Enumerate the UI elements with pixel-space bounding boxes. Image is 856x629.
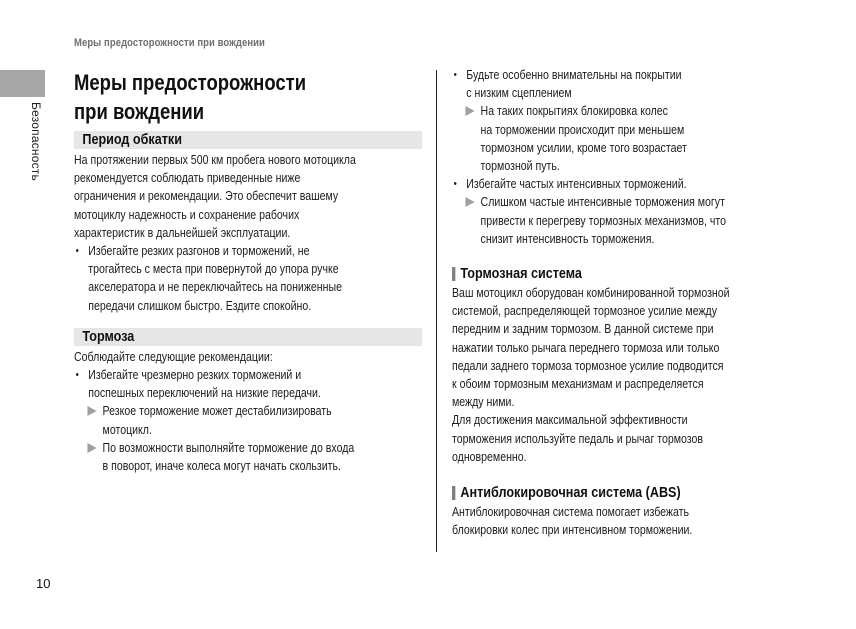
brakes-sub-item: Резкое торможение может дестабилизировать мотоцикл. — [74, 402, 424, 438]
brakes-sub-item: По возможности выполняйте торможение до входа в поворот, иначе колеса могут начать скользить. — [74, 439, 424, 475]
frequent-braking-sub-item: Слишком частые интенсивные торможения могут привести к перегреву тормозных механизмов, что снизит интенсивность торможения. — [452, 193, 797, 248]
bullet-icon: • — [75, 369, 79, 382]
arrow-right-icon — [87, 443, 96, 453]
section-tab-label: Безопасность — [29, 102, 43, 181]
break-in-bullet: • Избегайте резких разгонов и торможений, не трогайтесь с места при повернутой до упора ручке акселератора и не переключайтесь на пониженные передачи слишком быстро. Ездите спокойно. — [75, 244, 342, 313]
break-in-intro: На протяжении первых 500 км пробега нового мотоцикла рекомендуется соблюдать приведенные ниже ограничения и рекомендации. Это обеспечит вашему мотоциклу надежность и сохранение рабочих характеристик в дальнейшей эксплуатации. — [74, 153, 356, 240]
arrow-right-icon — [87, 406, 96, 416]
left-column — [74, 66, 424, 475]
low-grip-sub-item: На таких покрытиях блокировка колес на торможении происходит при меньшем тормозном усилии, кроме того возрастает тормозной путь. — [452, 102, 797, 175]
section-tab — [0, 70, 45, 97]
arrow-right-icon — [465, 197, 474, 207]
brakes-bullet: • Избегайте чрезмерно резких торможений и поспешных переключений на низкие передачи. — [75, 368, 321, 401]
frequent-braking-bullet: • Избегайте частых интенсивных торможений. — [452, 175, 797, 193]
brakes-intro: Соблюдайте следующие рекомендации: — [74, 349, 273, 364]
heading-marker-icon — [452, 486, 455, 500]
page-number: 10 — [36, 576, 51, 591]
section-heading-brakes: Тормоза — [74, 328, 422, 346]
right-column — [452, 66, 797, 539]
arrow-right-icon — [465, 106, 474, 116]
bullet-icon: • — [75, 245, 79, 258]
section-heading-abs: Антиблокировочная система (ABS) — [452, 483, 797, 503]
bullet-icon: • — [453, 178, 457, 191]
low-grip-bullet: • Будьте особенно внимательны на покрытии с низким сцеплением — [453, 68, 682, 101]
abs-paragraph: Антиблокировочная система помогает избежать блокировки колес при интенсивном торможении. — [452, 505, 693, 538]
column-divider — [436, 70, 437, 552]
section-heading-brake-system: Тормозная система — [452, 264, 797, 284]
brake-system-paragraph: Ваш мотоцикл оборудован комбинированной тормозной системой, распределяющей тормозное усилие между передним и задним тормозом. В данной системе при нажатии только рычага переднего тормоза или только педали заднего тормоза тормозное усилие подводится к обоим тормозным механизмам и распределяется между ними. — [452, 286, 730, 410]
running-head: Меры предосторожности при вождении — [74, 37, 265, 49]
section-heading-break-in: Период обкатки — [74, 131, 422, 149]
brake-system-paragraph: Для достижения максимальной эффективности торможения используйте педаль и рычаг тормозов одновременно. — [452, 413, 704, 464]
heading-marker-icon — [452, 267, 455, 281]
bullet-icon: • — [453, 69, 457, 81]
page-title: Меры предосторожности при вождении — [74, 70, 307, 124]
